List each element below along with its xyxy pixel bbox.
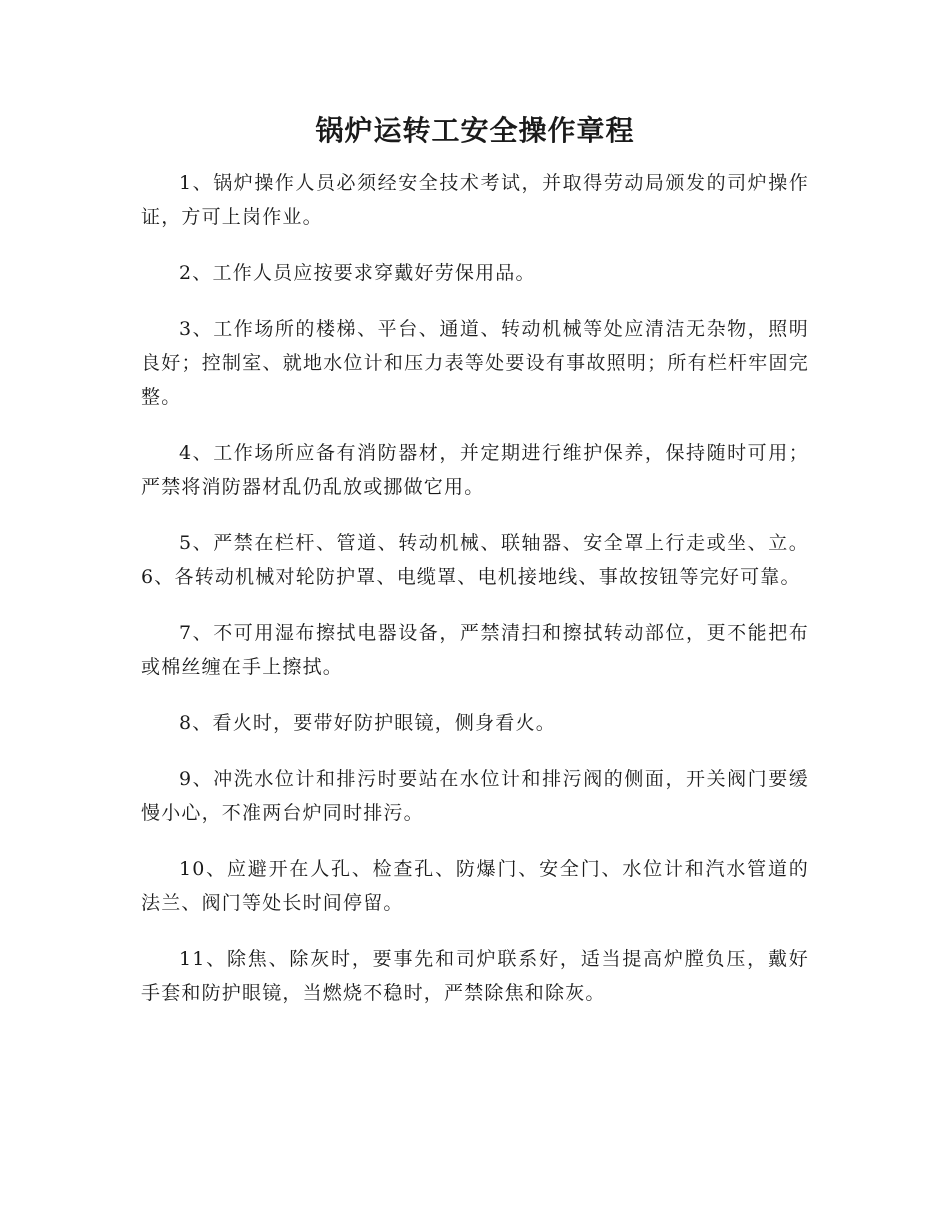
paragraph-11: 11、除焦、除灰时，要事先和司炉联系好，适当提高炉膛负压，戴好手套和防护眼镜，当燃烧不稳时，严禁除焦和除灰。 [141,948,809,1004]
paragraph-8: 8、看火时，要带好防护眼镜，侧身看火。 [179,712,556,734]
paragraph-1: 1、锅炉操作人员必须经安全技术考试，并取得劳动局颁发的司炉操作证，方可上岗作业。 [141,172,809,228]
paragraph-5-6: 5、严禁在栏杆、管道、转动机械、联轴器、安全罩上行走或坐、立。6、各转动机械对轮防护罩、电缆罩、电机接地线、事故按钮等完好可靠。 [141,532,809,588]
paragraph-7: 7、不可用湿布擦拭电器设备，严禁清扫和擦拭转动部位，更不能把布或棉丝缠在手上擦拭。 [141,622,809,678]
paragraph-9: 9、冲洗水位计和排污时要站在水位计和排污阀的侧面，开关阀门要缓慢小心，不准两台炉同时排污。 [141,768,809,824]
document-body [141,166,809,1032]
paragraph-3: 3、工作场所的楼梯、平台、通道、转动机械等处应清洁无杂物，照明良好；控制室、就地水位计和压力表等处要设有事故照明；所有栏杆牢固完整。 [141,318,809,408]
paragraph-2: 2、工作人员应按要求穿戴好劳保用品。 [179,262,536,284]
paragraph-4: 4、工作场所应备有消防器材，并定期进行维护保养，保持随时可用；严禁将消防器材乱仍乱放或挪做它用。 [141,442,809,498]
paragraph-10: 10、应避开在人孔、检查孔、防爆门、安全门、水位计和汽水管道的法兰、阀门等处长时间停留。 [141,858,809,914]
document-title: 锅炉运转工安全操作章程 [315,114,635,147]
